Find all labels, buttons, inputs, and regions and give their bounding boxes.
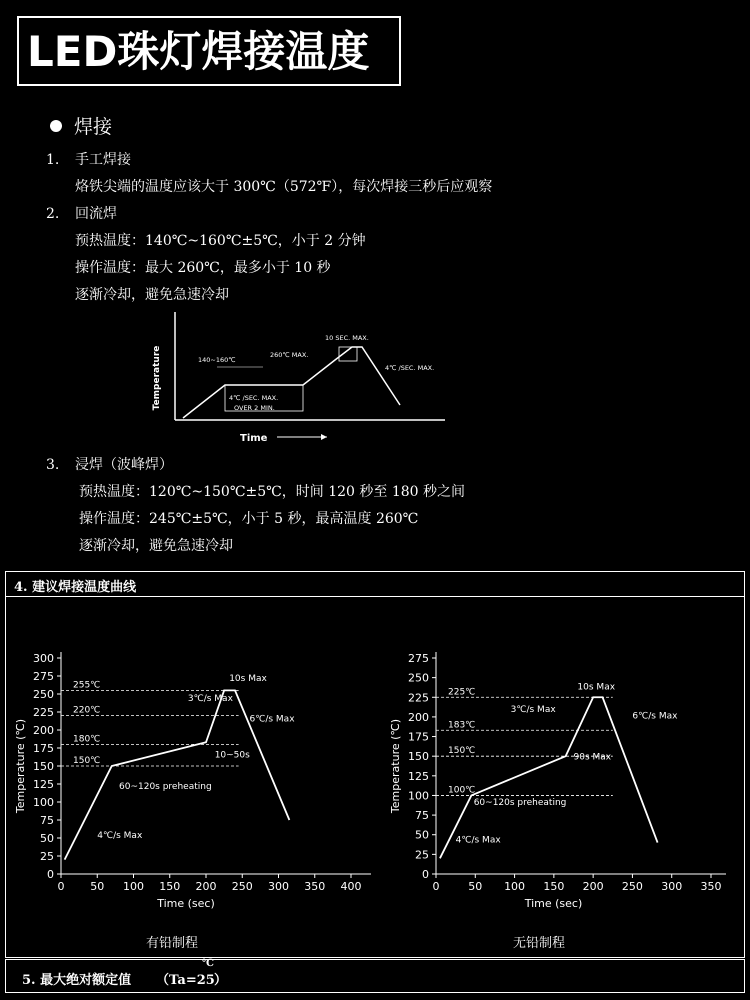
- y-tick-label: 300: [33, 652, 54, 665]
- chart-lead-free: [381, 598, 736, 918]
- item-line: 操作温度：最大 260℃，最多小于 10 秒: [75, 260, 331, 276]
- item-heading: 回流焊: [75, 206, 117, 222]
- x-axis-label: Time (sec): [157, 897, 215, 910]
- chart-caption-lead-free: 无铅制程: [513, 936, 566, 951]
- annotation: 10s Max: [229, 674, 267, 685]
- x-tick-label: 350: [304, 880, 326, 893]
- y-tick-label: 150: [408, 750, 429, 764]
- y-tick-label: 75: [415, 809, 429, 823]
- item-line: 烙铁尖端的温度应该大于 300℃（572℉），每次焊接三秒后应观察: [75, 179, 493, 195]
- y-tick-label: 125: [408, 769, 429, 783]
- item-line: 逐渐冷却，避免急速冷却: [79, 538, 233, 554]
- x-tick-label: 50: [468, 880, 483, 893]
- diagram-cool-label: 4℃ /SEC. MAX.: [385, 364, 435, 372]
- y-tick-label: 100: [408, 789, 429, 803]
- y-axis-label: Temperature (℃): [14, 718, 27, 814]
- diagram-peak-time: 10 SEC. MAX.: [325, 334, 369, 342]
- level-label: 220℃: [73, 705, 101, 716]
- x-tick-label: 300: [661, 880, 683, 893]
- page-title: LED珠灯焊接温度: [27, 27, 370, 76]
- annotation: 10s Max: [577, 682, 616, 693]
- panel-title: 4. 建议焊接温度曲线: [14, 580, 137, 595]
- x-tick-label: 0: [432, 880, 440, 893]
- ta-label: （Ta=25: [156, 973, 215, 988]
- diagram-ylabel: Temperature: [152, 345, 162, 411]
- y-tick-label: 100: [33, 796, 54, 809]
- annotation: 3℃/s Max: [510, 705, 556, 716]
- annotation: 60~120s preheating: [473, 797, 567, 808]
- y-tick-label: 250: [408, 671, 429, 685]
- item-heading: 手工焊接: [75, 152, 131, 168]
- bullet-icon: [50, 120, 62, 132]
- level-label: 100℃: [448, 785, 476, 796]
- annotation: 4℃/s Max: [455, 835, 501, 846]
- y-tick-label: 275: [408, 652, 429, 665]
- y-tick-label: 275: [33, 670, 54, 683]
- y-tick-label: 200: [33, 724, 54, 737]
- diagram-preheat-label: 140~160℃: [198, 356, 236, 364]
- annotation: 3℃/s Max: [187, 694, 233, 705]
- y-tick-label: 225: [33, 706, 54, 719]
- diagram-peak-label: 260℃ MAX.: [270, 351, 309, 359]
- ta-degree: ℃: [202, 958, 214, 969]
- item-line: 预热温度：120℃~150℃±5℃，时间 120 秒至 180 秒之间: [79, 484, 466, 500]
- diagram-xlabel: Time: [240, 433, 268, 444]
- y-tick-label: 200: [408, 710, 429, 724]
- x-tick-label: 100: [123, 880, 144, 893]
- annotation: 60~120s preheating: [119, 782, 212, 793]
- x-tick-label: 250: [231, 880, 253, 893]
- x-tick-label: 250: [621, 880, 643, 893]
- y-tick-label: 50: [415, 828, 429, 842]
- annotation: 4℃/s Max: [97, 831, 143, 841]
- item-heading: 浸焊（波峰焊）: [75, 457, 173, 473]
- annotation: 10~50s: [214, 750, 250, 761]
- annotation: 90s Max: [573, 752, 612, 763]
- soldering-curve-panel: [5, 571, 745, 958]
- x-tick-label: 200: [195, 880, 217, 893]
- x-tick-label: 50: [90, 880, 105, 893]
- level-label: 225℃: [448, 687, 476, 698]
- y-tick-label: 75: [40, 814, 54, 827]
- max-rating-label: 5. 最大绝对额定值: [22, 973, 132, 988]
- y-tick-label: 0: [422, 868, 429, 881]
- item-number: 1.: [46, 152, 60, 168]
- level-label: 180℃: [73, 734, 101, 745]
- page-title-box: [17, 16, 401, 86]
- chart-caption-leaded: 有铅制程: [146, 936, 199, 951]
- item-line: 预热温度：140℃~160℃±5℃，小于 2 分钟: [75, 233, 366, 249]
- level-label: 150℃: [73, 756, 101, 766]
- y-tick-label: 25: [415, 848, 429, 862]
- y-tick-label: 50: [40, 832, 54, 845]
- y-tick-label: 25: [40, 850, 54, 863]
- x-tick-label: 100: [504, 880, 526, 893]
- x-tick-label: 0: [57, 880, 65, 893]
- level-label: 183℃: [448, 720, 476, 731]
- y-tick-label: 150: [33, 760, 54, 773]
- level-label: 255℃: [73, 680, 101, 691]
- y-tick-label: 0: [47, 868, 54, 881]
- ta-close: ）: [214, 973, 228, 988]
- y-tick-label: 125: [33, 778, 54, 791]
- annotation: 6℃/s Max: [249, 714, 295, 725]
- y-tick-label: 250: [33, 688, 54, 701]
- y-axis-label: Temperature (℃): [389, 718, 402, 814]
- x-tick-label: 400: [340, 880, 362, 893]
- item-line: 操作温度：245℃±5℃，小于 5 秒，最高温度 260℃: [79, 511, 419, 527]
- item-line: 逐渐冷却，避免急速冷却: [75, 287, 229, 303]
- panel-header: [6, 572, 744, 597]
- x-tick-label: 200: [582, 880, 604, 893]
- x-tick-label: 150: [159, 880, 181, 893]
- diagram-ramp-label: 4℃ /SEC. MAX.: [229, 394, 279, 402]
- x-tick-label: 150: [543, 880, 565, 893]
- x-axis-label: Time (sec): [524, 897, 583, 910]
- time-arrow-icon: [321, 434, 327, 440]
- chart-leaded: [6, 598, 376, 918]
- item-number: 2.: [46, 206, 60, 222]
- reflow-diagram: [145, 310, 455, 450]
- x-tick-label: 300: [268, 880, 289, 893]
- diagram-preheat-time: OVER 2 MIN.: [234, 404, 275, 412]
- y-tick-label: 175: [33, 742, 54, 755]
- annotation: 6℃/s Max: [632, 711, 678, 722]
- level-label: 150℃: [448, 746, 476, 757]
- x-tick-label: 350: [700, 880, 722, 893]
- item-number: 3.: [46, 457, 60, 473]
- section-heading: 焊接: [74, 116, 113, 138]
- y-tick-label: 225: [408, 691, 429, 705]
- max-rating-header: [5, 959, 745, 993]
- y-tick-label: 175: [408, 730, 429, 744]
